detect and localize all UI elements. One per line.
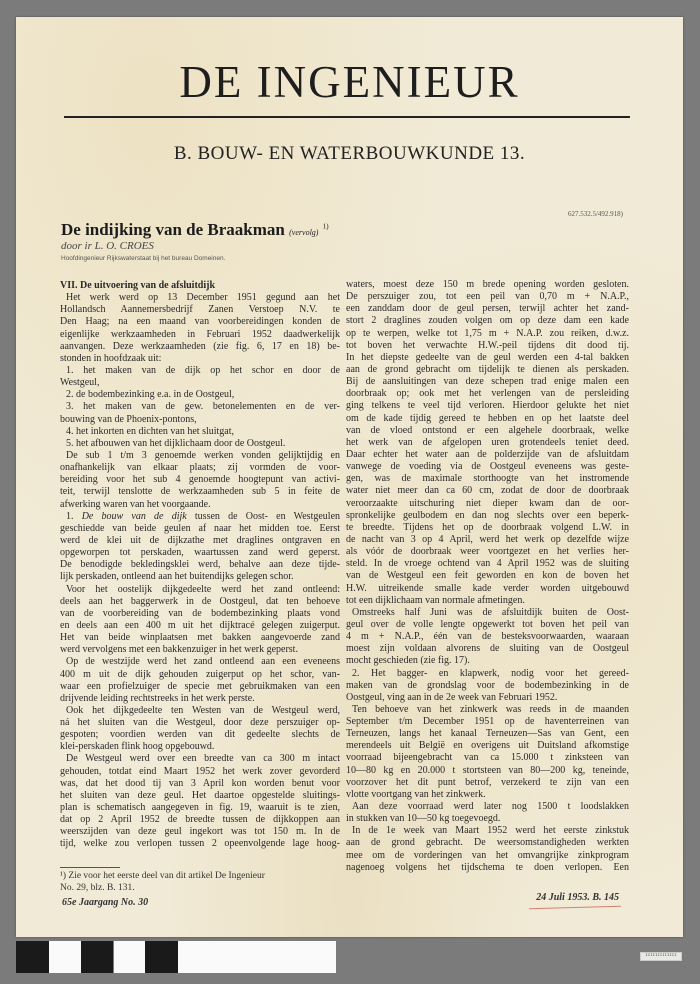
text-line: merendeels uit België en overigens uit Duitsland afkomstige bbox=[346, 740, 629, 752]
text-line: deels aan het baggerwerk in de Oostgeul, dat ten behoeve bbox=[60, 595, 340, 607]
text-line: in stukken van 10—50 kg toegevoegd. bbox=[346, 813, 501, 825]
text-line: Den Haag; na een maand van voorbereidingen konden de bbox=[60, 316, 340, 328]
text-line: drijvende leiding rechtstreeks in het werk perste. bbox=[60, 692, 255, 704]
text-line: tot een dijklichaam van normale afmetingen. bbox=[346, 594, 525, 606]
calibration-bar-black bbox=[145, 941, 178, 973]
volume-issue: 65e Jaargang No. 30 bbox=[62, 897, 149, 908]
text-line: voorraad bijeengebracht van ca 15.000 t zinksteen van bbox=[346, 752, 629, 764]
text-line: Op de westzijde werd het zand ontleend aan een eveneens bbox=[66, 656, 340, 668]
text-line: 4 m + N.A.P., één van de besteksvoorwaarden, waaraan bbox=[346, 631, 629, 643]
text-line: 1. De bouw van de dijk tussen de Oost- en Westgeulen bbox=[66, 510, 340, 522]
text-line: aanvangen. Deze werkzaamheden (zie fig. 6, 17 en 18) be- bbox=[60, 340, 340, 352]
text-line: waters, moest deze 150 m brede opening worden gesloten. bbox=[346, 279, 629, 290]
text-line: In het diepste gedeelte van de geul werden een 4-tal bakken bbox=[346, 351, 629, 363]
right-column bbox=[346, 279, 629, 874]
text-line: 2. Het bagger- en klapwerk, nodig voor het gereed- bbox=[352, 667, 629, 679]
text-line: geul over de volle lengte opgewerkt tot boven het peil van bbox=[346, 618, 629, 630]
text-line: 1. het maken van de dijk op het schor en door de bbox=[66, 364, 340, 376]
text-line: H.W. uitreikende smalle kade verder worden uitgebouwd bbox=[346, 582, 629, 594]
text-line: de nacht van 3 op 4 April, werd het werk op dezelfde wijze bbox=[346, 533, 629, 545]
masthead-title: DE INGENIEUR bbox=[179, 57, 520, 107]
left-column bbox=[60, 280, 340, 851]
text-line: eigenlijke werkzaamheden in Februari 1952 daadwerkelijk bbox=[60, 328, 340, 340]
footnote-rule bbox=[60, 867, 120, 868]
text-line: Ten behoeve van het zinkwerk was reeds in de maanden bbox=[352, 703, 629, 715]
text-line: De Westgeul werd over een breedte van ca 300 m intact bbox=[66, 753, 340, 765]
text-line: dat op 2 April 1952 de breedte tussen de dijkkoppen aan bbox=[60, 814, 340, 826]
text-line: en deels aan een 400 m uit het dijktracé gelegen zuigerput. bbox=[60, 619, 340, 631]
text-line: Terneuzen, langs het kanaal Terneuzen—Sas van Gent, een bbox=[346, 728, 629, 740]
text-line: aan de grond gebracht. De weersomstandigheden werkten bbox=[346, 837, 629, 849]
text-line: veroorzaakte uitschuring niet dieper kwam dan de oor- bbox=[346, 497, 629, 509]
text-line: moest zijn voldaan alvorens de sluiting van de Oostgeul bbox=[346, 643, 629, 655]
text-line: als vóór de doorbraak weer voortgezet en het verlies her- bbox=[346, 546, 629, 558]
text-line: vlotte voortgang van het zinkwerk. bbox=[346, 788, 486, 800]
text-line: doorbraak op; ook met het verlengen van de persleiding bbox=[346, 388, 629, 400]
text-line: afwerking waren van het voorgaande. bbox=[60, 498, 211, 510]
text-line: ging telkens te veel tijd verloren. Hierdoor gelukte het niet bbox=[346, 400, 629, 412]
text-line: mocht geschieden (zie fig. 17). bbox=[346, 655, 470, 667]
text-line: te breedte. Tijdens het op de doorbraak volgend L.W. in bbox=[346, 521, 629, 533]
text-line: stonden in hoofdzaak uit: bbox=[60, 352, 162, 364]
text-line: 2. de bodembezinking e.a. in de Oostgeul, bbox=[66, 389, 235, 401]
text-line: nagenoeg volgens het tijdschema te doen verlopen. Een bbox=[346, 861, 629, 873]
text-line: aan de grond gebracht om tijdelijk te dienen als perskaden. bbox=[346, 363, 629, 375]
newspaper-page bbox=[16, 17, 683, 937]
text-line: van de vloed ontstond er een algehele doorbraak, welke bbox=[346, 424, 629, 436]
continuation-note: (vervolg) bbox=[289, 228, 319, 237]
text-line: September t/m December 1951 op de haventerreinen van bbox=[346, 716, 629, 728]
text-line: Oostgeul, ving aan in de 2e week van Februari 1952. bbox=[346, 691, 558, 703]
text-line: gespoten; voordien werden van dit gedeelte slechts de bbox=[60, 729, 340, 741]
byline: door ir L. O. CROES bbox=[61, 240, 154, 252]
text-line: op te werpen, welke tot 1,75 m + N.A.P. zou reiken, d.w.z. bbox=[346, 327, 629, 339]
text-line: tot boven het verwachte H.W.-peil tijdens dit dood tij. bbox=[346, 339, 629, 351]
text-line: voorzover het dit punt betrof, verzekerd te zijn van een bbox=[346, 776, 629, 788]
text-line: 400 m uit de dijk gehouden zuigerput op het schor, van- bbox=[60, 668, 340, 680]
text-line: werd de klei uit de dijkzathe met draglines ontgraven en bbox=[60, 534, 340, 546]
text-line: een zanddam door de geul persen, terwijl achter het zand- bbox=[346, 303, 629, 315]
text-line: geschiedde van beide geulen af naar het midden toe. Eerst bbox=[60, 522, 340, 534]
text-line: bereiding voor het sub 4 genoemde hoogtepunt van activi- bbox=[60, 474, 340, 486]
text-line: gen, was de maximale storthoogte van het instromende bbox=[346, 473, 629, 485]
text-line: van de voorbereiding van de bodembezinking plaats vond bbox=[60, 607, 340, 619]
text-line: bouwing van de Phoenix-pontons, bbox=[60, 413, 197, 425]
calibration-bar-white bbox=[49, 941, 81, 973]
text-line: van de Westgeul een feit geworden en kon de boven het bbox=[346, 570, 629, 582]
section-heading: B. BOUW- EN WATERBOUWKUNDE 13. bbox=[173, 143, 526, 164]
text-line: mee om de vorderingen van het omvangrijke zinkprogram bbox=[346, 849, 629, 861]
text-line: Aan deze voorraad werd later nog 1500 t loodslakken bbox=[352, 801, 629, 813]
text-line: 4. het inkorten en dichten van het sluitgat, bbox=[66, 425, 235, 437]
text-line: Het van beide winplaatsen met bakken aangevoerde zand bbox=[60, 632, 340, 644]
text-line: Ook het dijkgedeelte ten Westen van de Westgeul werd, bbox=[66, 704, 340, 716]
text-line: opgeworpen tot perskaden, waartussen zand werd geperst. bbox=[60, 547, 340, 559]
date-page: 24 Juli 1953. B. 145 bbox=[536, 892, 619, 903]
text-line: Hollandsch Aannemersbedrijf Zanen Verstoep N.V. te bbox=[60, 304, 340, 316]
text-line: teit, terwijl tenslotte de werkzaamheden sub 5 in feite de bbox=[60, 486, 340, 498]
masthead-rule bbox=[64, 116, 630, 118]
text-line: plan is schematisch aangegeven in fig. 19, waaruit is te zien, bbox=[60, 802, 340, 814]
text-line: het sluiten van deze geul. Het daartoe opgestelde sluitings- bbox=[60, 789, 340, 801]
text-line: Omstreeks half Juni was de afsluitdijk buiten de Oost- bbox=[352, 606, 629, 618]
text-line: maken van de grondslag voor de bodembezinking in de bbox=[346, 679, 629, 691]
footnote-line: ¹) Zie voor het eerste deel van dit artikel De Ingenieur bbox=[60, 871, 265, 881]
footnote-ref: 1) bbox=[322, 222, 329, 231]
text-line: Voor het oostelijk dijkgedeelte werd het zand ontleend: bbox=[66, 583, 340, 595]
text-line: stort 2 draglines zouden volgen om op deze dam een kade bbox=[346, 315, 629, 327]
red-pencil-mark bbox=[529, 906, 621, 909]
calibration-bar-black bbox=[81, 941, 113, 973]
text-line: onafhankelijk van elkaar plaats; zij vormden de voor- bbox=[60, 462, 340, 474]
calibration-bar-black bbox=[16, 941, 49, 973]
text-line: spronkelijke geulbodem en dan nog slechts over een beperk- bbox=[346, 509, 629, 521]
text-line: tijd, welke zou verlopen tussen 2 opeenvolgende lage hoog- bbox=[60, 838, 340, 850]
text-line: water niet meer dan ca 60 cm, zodat de door de doorbraak bbox=[346, 485, 629, 497]
text-line: lijk perskaden, ontleend aan het buitendijks gelegen schor. bbox=[60, 571, 294, 583]
text-line: Het werk werd op 13 December 1951 gegund aan het bbox=[66, 292, 340, 304]
text-line: In de 1e week van Maart 1952 werd het eerste zinkstuk bbox=[352, 825, 629, 837]
text-line: vanwege de voeding via de Oostgeul eveneens was geste- bbox=[346, 461, 629, 473]
text-line: werd vervolgens met een bakkenzuiger in het werk geperst. bbox=[60, 644, 298, 656]
text-line: VII. De uitvoering van de afsluitdijk bbox=[60, 280, 216, 291]
text-line: waar een profielzuiger de specie met gebruikmaken van een bbox=[60, 680, 340, 692]
udc-code: 627.532.5/492.918) bbox=[567, 210, 623, 218]
text-line: Westgeul, bbox=[60, 377, 100, 389]
text-line: 5. het afbouwen van het dijklichaam door de Oostgeul. bbox=[66, 437, 286, 449]
text-line: De sub 1 t/m 3 genoemde werken vonden gelijktijdig en bbox=[66, 449, 340, 461]
calibration-bar-white bbox=[178, 941, 336, 973]
text-line: ná het sluiten van die Westgeul, door deze perszuiger op- bbox=[60, 717, 340, 729]
text-line: weerszijden van deze geul ingekort was tot 150 m. In de bbox=[60, 826, 340, 838]
text-line: Daar echter het water aan de polderzijde van de afsluitdam bbox=[346, 448, 629, 460]
footnote-line: No. 29, blz. B. 131. bbox=[60, 882, 135, 893]
scan-id-label: IIIIIIIIIIIII bbox=[640, 952, 682, 961]
text-line: was, dat het dood tij van 3 April kon worden benut voor bbox=[60, 777, 340, 789]
text-line: De benodigde bekledingsklei werd, behalve aan deze tijde- bbox=[60, 559, 340, 571]
footnote bbox=[60, 871, 340, 894]
text-line: 10—80 kg en 20.000 t stortsteen van 80—200 kg, teneinde, bbox=[346, 764, 629, 776]
article-title-text: De indijking van de Braakman bbox=[61, 220, 285, 239]
text-line: om de kade tijdig gereed te hebben en op het laatste deel bbox=[346, 412, 629, 424]
text-line: klei-perskaden flink hoog opgebouwd. bbox=[60, 741, 215, 753]
text-line: het werk van de afgelopen uren grotendeels teniet deed. bbox=[346, 436, 629, 448]
text-line: De perszuiger zou, tot een peil van 0,70 m + N.A.P., bbox=[346, 291, 629, 303]
text-line: gehouden, totdat eind Maart 1952 het werk zover gevorderd bbox=[60, 765, 340, 777]
text-line: Bij de aansluitingen van deze schepen trad enige malen een bbox=[346, 376, 629, 388]
calibration-bar-white bbox=[114, 941, 145, 973]
text-line: 3. het maken van de gew. betonelementen en de ver- bbox=[66, 401, 340, 413]
article-title bbox=[61, 220, 329, 240]
author-affiliation: Hoofdingenieur Rijkswaterstaat bij het bureau Domeinen. bbox=[61, 255, 226, 262]
text-line: steld. In de vroege ochtend van 4 April 1952 was de sluiting bbox=[346, 558, 629, 570]
